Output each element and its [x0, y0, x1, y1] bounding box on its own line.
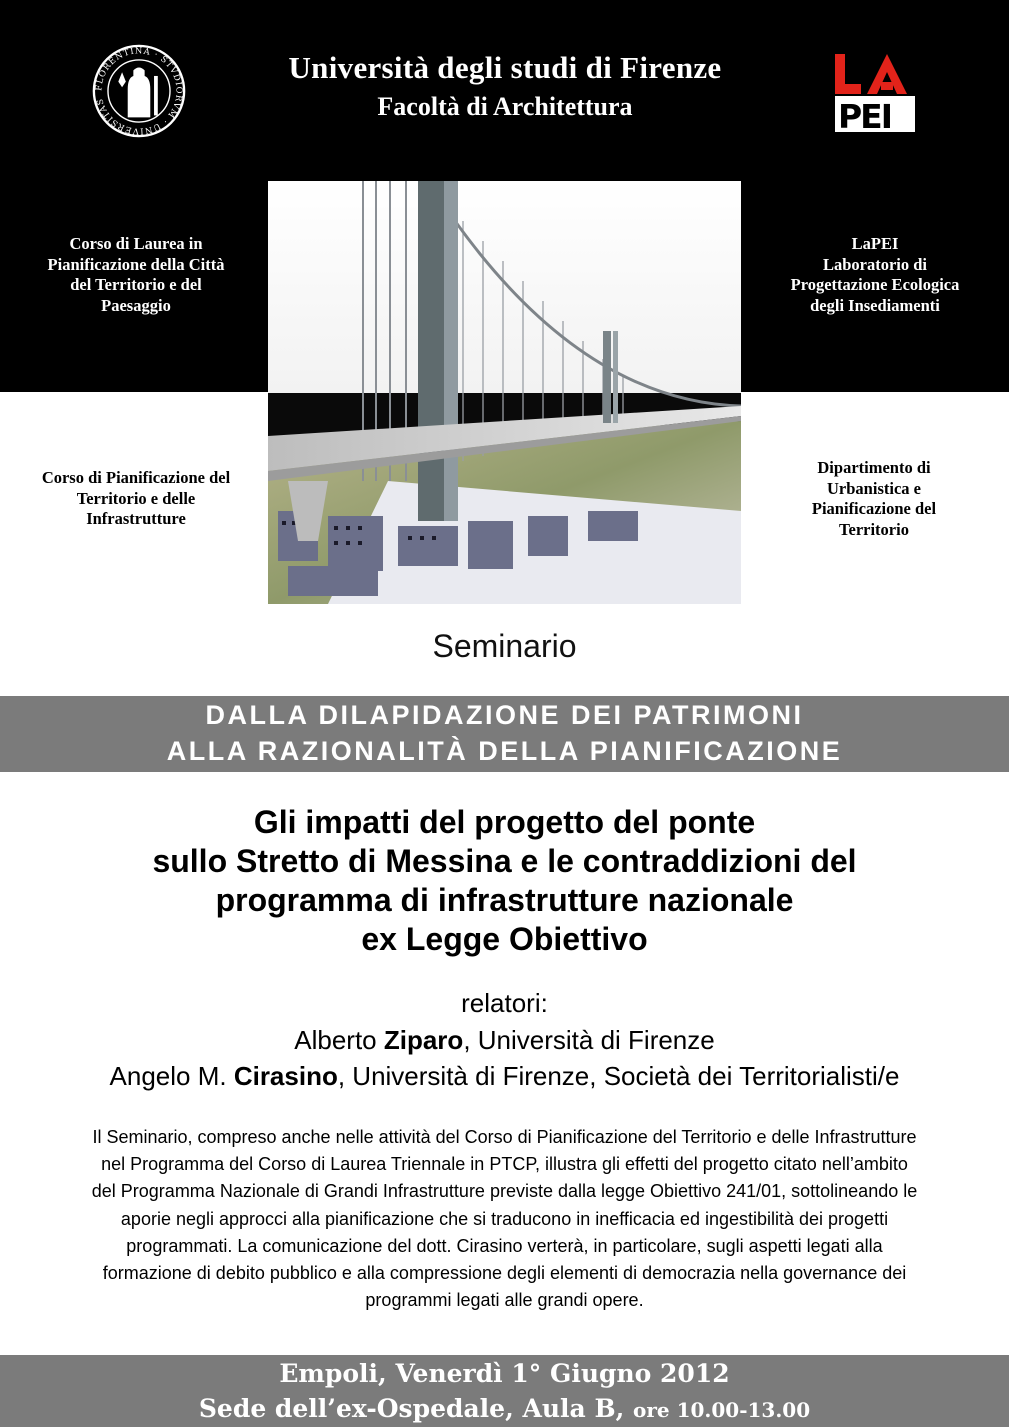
speaker-1-affiliation: , Università di Firenze: [463, 1024, 715, 1055]
speakers-block: [0, 985, 1009, 1095]
course-planning-block: [12, 468, 260, 530]
course-degree-line: del Territorio e del: [70, 275, 202, 294]
event-time: ore 10.00-13.00: [633, 1398, 811, 1422]
seal-text: FLORENTINA · STVDIORVM · UNIVERSITAS: [93, 45, 185, 137]
speaker-2-last: Cirasino: [233, 1061, 338, 1091]
speakers-label: relatori:: [461, 988, 548, 1018]
event-venue: [0, 1394, 1009, 1423]
lapei-logo-icon: [833, 50, 917, 134]
description-line: programmati. La comunicazione del dott. Cirasino verterà, in particolare, sugli aspetti legati alla: [126, 1235, 883, 1256]
speaker-1: [0, 1022, 1009, 1059]
description-line: nel Programma del Corso di Laurea Triennale in PTCP, illustra gli effetti del progetto citato nell’ambito: [101, 1154, 908, 1175]
course-degree-line: Corso di Laurea in: [69, 234, 203, 253]
department-line: Territorio: [839, 519, 909, 539]
description-line: aporie negli approcci alla pianificazione che si traducono in inefficacia ed ingestibilità dei progetti: [120, 1208, 889, 1229]
university-seal-icon: [92, 44, 186, 138]
seminar-label: Seminario: [432, 628, 577, 664]
course-degree-block: [18, 234, 254, 316]
department-line: Dipartimento di: [817, 458, 931, 477]
course-planning-line: Infrastrutture: [86, 509, 186, 528]
course-degree-line: Paesaggio: [101, 295, 171, 315]
bridge-rendering-image: [268, 181, 741, 604]
description-line: formazione di debito pubblico e alla compressione degli elementi di democrazia nella governance dei: [102, 1263, 907, 1284]
department-line: Pianificazione del: [811, 499, 937, 518]
seminar-title-line-2: ALLA RAZIONALITÀ DELLA PIANIFICAZIONE: [166, 736, 843, 766]
description-line: Il Seminario, compreso anche nelle attività del Corso di Pianificazione del Territorio e delle Infrastrutture: [92, 1127, 917, 1147]
course-planning-line: Territorio e delle: [76, 488, 196, 508]
event-date: Empoli, Venerdì 1° Giugno 2012: [279, 1359, 730, 1388]
seminar-title-line-1: DALLA DILAPIDAZIONE DEI PATRIMONI: [205, 700, 804, 730]
seminar-subtitle: [40, 803, 969, 959]
description-line: del Programma Nazionale di Grandi Infrastrutture previste dalla legge Obiettivo 241/01, sottolineando le: [91, 1181, 918, 1202]
speaker-1-first: Alberto: [294, 1024, 384, 1055]
lapei-lab-line: LaPEI: [851, 234, 899, 253]
faculty-name: Facoltà di Architettura: [377, 92, 633, 121]
subtitle-line: Gli impatti del progetto del ponte: [253, 804, 756, 840]
lapei-lab-block: [762, 234, 988, 316]
university-name: Università degli studi di Firenze: [288, 50, 722, 85]
lapei-lab-line: Progettazione Ecologica: [790, 275, 960, 294]
logo-text: PEI: [838, 97, 892, 134]
course-degree-line: Pianificazione della Città: [47, 254, 225, 274]
speaker-2: [0, 1058, 1009, 1095]
speaker-1-last: Ziparo: [383, 1024, 464, 1055]
venue-text: Sede dell’ex-Ospedale, Aula B,: [198, 1394, 633, 1423]
course-planning-line: Corso di Pianificazione del: [41, 468, 231, 487]
subtitle-line: programma di infrastrutture nazionale: [215, 882, 794, 918]
lapei-lab-line: Laboratorio di: [822, 254, 928, 274]
speaker-2-affiliation: , Università di Firenze, Società dei Territorialisti/e: [337, 1061, 900, 1091]
subtitle-line: ex Legge Obiettivo: [361, 921, 648, 957]
subtitle-line: sullo Stretto di Messina e le contraddizioni del: [152, 843, 857, 879]
lapei-lab-line: degli Insediamenti: [810, 295, 940, 315]
department-block: [768, 458, 980, 540]
description-line: programmi legati alle grandi opere.: [365, 1290, 644, 1311]
speaker-2-first: Angelo M.: [109, 1061, 234, 1091]
seminar-description: [18, 1124, 991, 1314]
department-line: Urbanistica e: [827, 478, 921, 498]
